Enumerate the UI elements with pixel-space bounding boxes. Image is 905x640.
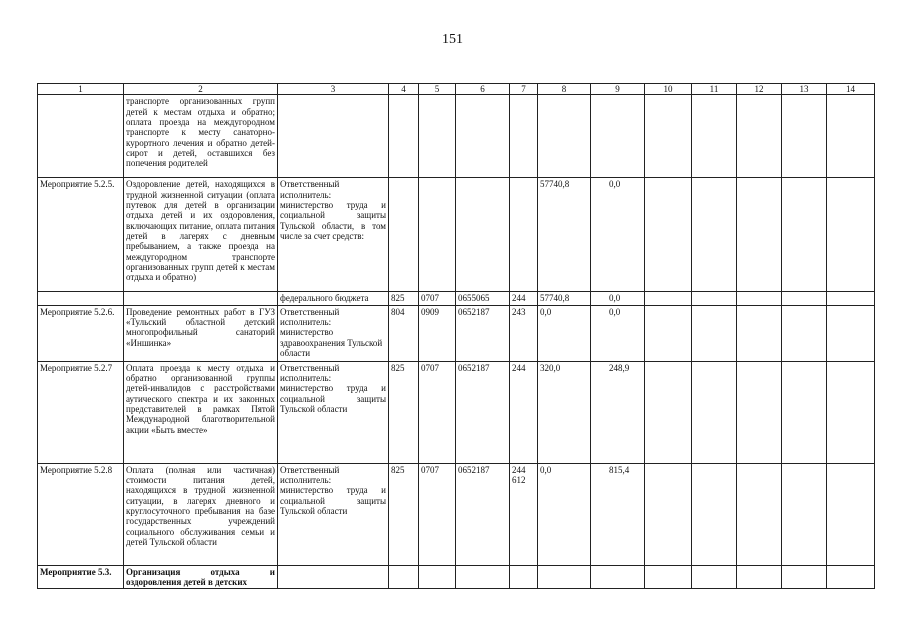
- cell-empty: [827, 565, 875, 589]
- col-header: 7: [510, 84, 538, 95]
- col-header: 11: [692, 84, 737, 95]
- cell-empty: [737, 565, 782, 589]
- cell-vr: 244: [510, 292, 538, 305]
- cell-empty: [737, 463, 782, 565]
- cell-rzpr: [419, 178, 456, 292]
- cell-csr: [456, 565, 510, 589]
- cell-rzpr: [419, 565, 456, 589]
- cell-empty: [737, 292, 782, 305]
- cell-empty: [645, 565, 692, 589]
- col-header: 9: [591, 84, 645, 95]
- col-header: 5: [419, 84, 456, 95]
- cell-value-9: 0,0: [591, 292, 645, 305]
- cell-empty: [645, 292, 692, 305]
- cell-empty: [827, 361, 875, 463]
- cell-grbs: [389, 178, 419, 292]
- cell-executor: [278, 565, 389, 589]
- cell-rzpr: [419, 95, 456, 178]
- cell-empty: [782, 361, 827, 463]
- cell-empty: [782, 95, 827, 178]
- cell-grbs: 825: [389, 463, 419, 565]
- cell-empty: [737, 361, 782, 463]
- cell-empty: [692, 178, 737, 292]
- cell-empty: [737, 305, 782, 361]
- cell-empty: [645, 361, 692, 463]
- col-header: 2: [124, 84, 278, 95]
- cell-value-8: 57740,8: [538, 292, 591, 305]
- cell-executor: [278, 95, 389, 178]
- cell-empty: [827, 95, 875, 178]
- table-row: [38, 463, 875, 565]
- cell-activity: [38, 95, 124, 178]
- page-number: 151: [442, 32, 463, 47]
- cell-vr: 243: [510, 305, 538, 361]
- cell-empty: [827, 463, 875, 565]
- cell-value-8: 57740,8: [538, 178, 591, 292]
- cell-empty: [692, 292, 737, 305]
- header-row: [38, 84, 875, 95]
- col-header: 10: [645, 84, 692, 95]
- col-header: 14: [827, 84, 875, 95]
- cell-empty: [645, 305, 692, 361]
- cell-grbs: [389, 95, 419, 178]
- cell-rzpr: 0909: [419, 305, 456, 361]
- cell-value-9: [591, 565, 645, 589]
- cell-value-8: 0,0: [538, 463, 591, 565]
- cell-csr: [456, 178, 510, 292]
- table-row: [38, 361, 875, 463]
- col-header: 8: [538, 84, 591, 95]
- cell-executor: федерального бюджета: [278, 292, 389, 305]
- cell-description: Оплата проезда к месту отдыха и обратно организованной группы детей-инвалидов с расстройствами аутического спектра и их законных представителей в рамках Пятой Международной благотворительной акции «Быть вместе»: [124, 361, 278, 463]
- cell-activity: Мероприятие 5.2.6.: [38, 305, 124, 361]
- cell-activity: [38, 292, 124, 305]
- cell-description: Оздоровление детей, находящихся в трудной жизненной ситуации (оплата путевок для детей в организации отдыха детей и их оздоровления, включающих питание, оплата питания детей в лагерях с дневным пребыванием, а также проезда на междугородном транспорте организованных групп детей к местам отдыха и обратно): [124, 178, 278, 292]
- cell-empty: [692, 361, 737, 463]
- cell-description: [124, 292, 278, 305]
- table-row: [38, 565, 875, 589]
- cell-empty: [692, 463, 737, 565]
- cell-vr: [510, 178, 538, 292]
- cell-csr: 0652187: [456, 361, 510, 463]
- cell-empty: [782, 292, 827, 305]
- cell-executor: Ответственный исполнитель: министерство труда и социальной защиты Тульской области: [278, 463, 389, 565]
- cell-csr: 0655065: [456, 292, 510, 305]
- cell-csr: 0652187: [456, 463, 510, 565]
- cell-vr: 244 612: [510, 463, 538, 565]
- cell-vr: [510, 95, 538, 178]
- cell-empty: [782, 178, 827, 292]
- cell-grbs: 804: [389, 305, 419, 361]
- cell-rzpr: 0707: [419, 463, 456, 565]
- cell-activity: Мероприятие 5.3.: [38, 565, 124, 589]
- col-header: 13: [782, 84, 827, 95]
- cell-activity: Мероприятие 5.2.7: [38, 361, 124, 463]
- cell-grbs: 825: [389, 361, 419, 463]
- cell-value-9: 248,9: [591, 361, 645, 463]
- cell-empty: [692, 565, 737, 589]
- cell-vr: 244: [510, 361, 538, 463]
- cell-vr: [510, 565, 538, 589]
- cell-empty: [737, 178, 782, 292]
- cell-activity: Мероприятие 5.2.5.: [38, 178, 124, 292]
- cell-empty: [782, 463, 827, 565]
- cell-csr: 0652187: [456, 305, 510, 361]
- cell-executor: Ответственный исполнитель: министерство труда и социальной защиты Тульской области, в том числе за счет средств:: [278, 178, 389, 292]
- cell-empty: [782, 305, 827, 361]
- cell-value-8: [538, 95, 591, 178]
- cell-empty: [645, 178, 692, 292]
- cell-empty: [782, 565, 827, 589]
- cell-description: Оплата (полная или частичная) стоимости питания детей, находящихся в трудной жизненной ситуации, в лагерях дневного и круглосуточного пребывания на базе государственных учреждений социального обслуживания семьи и детей Тульской области: [124, 463, 278, 565]
- table-row: [38, 292, 875, 305]
- table-row: [38, 95, 875, 178]
- budget-table: [37, 83, 875, 589]
- cell-value-8: 320,0: [538, 361, 591, 463]
- cell-empty: [737, 95, 782, 178]
- cell-value-8: 0,0: [538, 305, 591, 361]
- cell-grbs: [389, 565, 419, 589]
- cell-empty: [645, 95, 692, 178]
- cell-value-9: 815,4: [591, 463, 645, 565]
- cell-executor: Ответственный исполнитель: министерство труда и социальной защиты Тульской области: [278, 361, 389, 463]
- cell-description: транспорте организованных групп детей к местам отдыха и обратно; оплата проезда на междугородном транспорте к месту санаторно-курортного лечения и обратно детей-сирот и детей, оставшихся без попечения родителей: [124, 95, 278, 178]
- cell-value-9: 0,0: [591, 178, 645, 292]
- cell-grbs: 825: [389, 292, 419, 305]
- cell-empty: [827, 305, 875, 361]
- cell-empty: [692, 305, 737, 361]
- table-row: [38, 305, 875, 361]
- cell-activity: Мероприятие 5.2.8: [38, 463, 124, 565]
- cell-value-9: [591, 95, 645, 178]
- cell-description: Организация отдыха и оздоровления детей в детских: [124, 565, 278, 589]
- cell-empty: [692, 95, 737, 178]
- cell-value-8: [538, 565, 591, 589]
- col-header: 3: [278, 84, 389, 95]
- cell-csr: [456, 95, 510, 178]
- cell-value-9: 0,0: [591, 305, 645, 361]
- cell-empty: [827, 178, 875, 292]
- col-header: 12: [737, 84, 782, 95]
- col-header: 4: [389, 84, 419, 95]
- cell-executor: Ответственный исполнитель: министерство здравоохранения Тульской области: [278, 305, 389, 361]
- col-header: 6: [456, 84, 510, 95]
- col-header: 1: [38, 84, 124, 95]
- cell-empty: [645, 463, 692, 565]
- cell-rzpr: 0707: [419, 361, 456, 463]
- cell-description: Проведение ремонтных работ в ГУЗ «Тульский областной детский многопрофильный санаторий «Иншинка»: [124, 305, 278, 361]
- cell-rzpr: 0707: [419, 292, 456, 305]
- cell-empty: [827, 292, 875, 305]
- table-row: [38, 178, 875, 292]
